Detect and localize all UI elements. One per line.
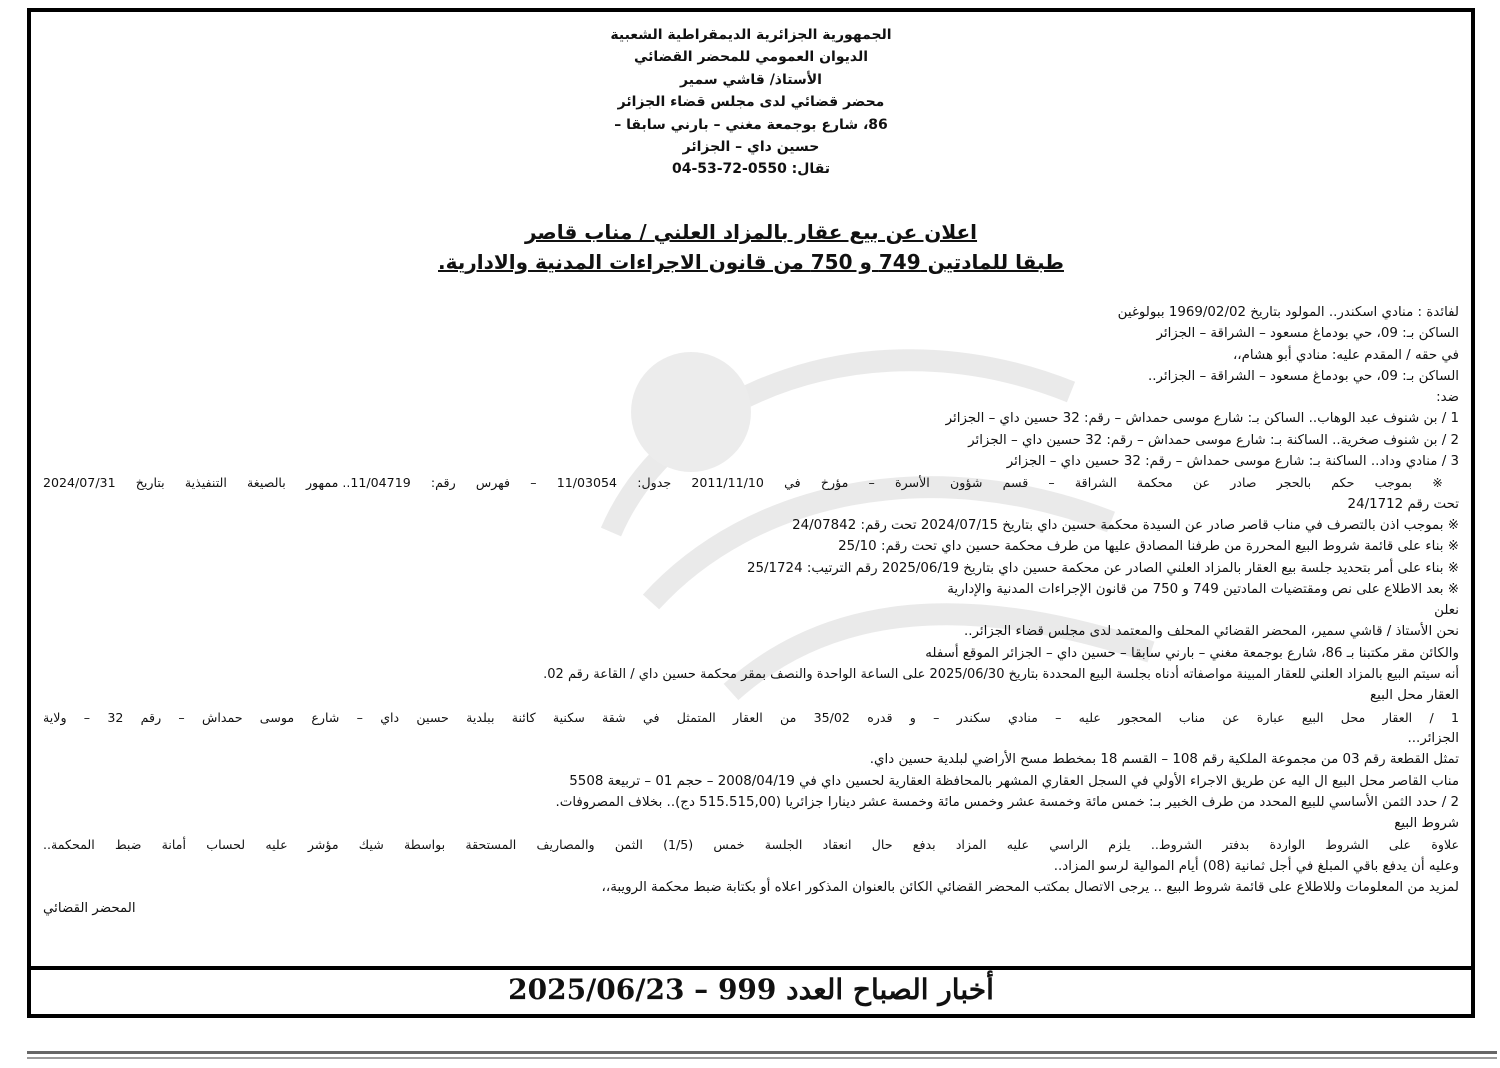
body-line: 1 / العقار محل البيع عبارة عن مناب المحجور عليه – منادي سكندر – و قدره 35/02 من العقار المتمثل في شقة سكنية كائنة ببلدية حسين داي – شارع موسى حمداش – رقم 32 – ولاية bbox=[43, 709, 1459, 725]
body-line: الساكن بـ: 09، حي بودماغ مسعود – الشراقة – الجزائر.. bbox=[1148, 368, 1459, 384]
body-line: علاوة على الشروط الواردة بدفتر الشروط.. يلزم الراسي عليه المزاد بدفع حال انعقاد الجلسة خمس (1/5) الثمن والمصاريف المستحقة بواسطة شيك مؤشر عليه لحساب أمانة ضبط المحكمة.. bbox=[43, 837, 1459, 853]
body-line: تمثل القطعة رقم 03 من مجموعة الملكية رقم 108 – القسم 18 بمخطط مسح الأراضي لبلدية حسين داي. bbox=[869, 752, 1459, 768]
body-line: نعلن bbox=[1434, 603, 1459, 619]
body-line: ※ بناء على أمر بتحديد جلسة بيع العقار بالمزاد العلني الصادر عن محكمة حسين داي بتاريخ 2025/06/19 رقم الترتيب: 25/1724 bbox=[746, 560, 1459, 576]
notice-title bbox=[31, 217, 1471, 277]
header-line: الأستاذ/ قاشي سمير bbox=[680, 71, 822, 88]
issuer-header bbox=[31, 24, 1471, 181]
body-line: وعليه أن يدفع باقي المبلغ في أجل ثمانية (08) أيام الموالية لرسو المزاد.. bbox=[1053, 858, 1459, 874]
header-line: محضر قضائي لدى مجلس قضاء الجزائر bbox=[617, 94, 885, 111]
notice-body-area bbox=[31, 12, 1471, 970]
body-line: مناب القاصر محل البيع ال اليه عن طريق الاجراء الأولي في السجل العقاري المشهر بالمحافظة العقارية لحسين داي في 2008/04/19 – حجم 01 – تربيعة 5508 bbox=[569, 773, 1459, 789]
body-line: ※ بعد الاطلاع على نص ومقتضيات المادتين 749 و 750 من قانون الإجراءات المدنية والإدارية bbox=[947, 581, 1459, 597]
body-line: الساكن بـ: 09، حي بودماغ مسعود – الشراقة – الجزائر bbox=[1156, 326, 1459, 342]
body-line: نحن الأستاذ / قاشي سمير، المحضر القضائي المحلف والمعتمد لدى مجلس قضاء الجزائر.. bbox=[964, 624, 1459, 640]
body-line: تحت رقم 24/1712 bbox=[1347, 496, 1459, 512]
header-line: الديوان العمومي للمحضر القضائي bbox=[633, 49, 869, 66]
bottom-rule bbox=[27, 1051, 1497, 1054]
header-line: تقال: 0550-72-53-04 bbox=[671, 161, 831, 178]
body-line: 1 / بن شنوف عبد الوهاب.. الساكن بـ: شارع موسى حمداش – رقم: 32 حسين داي – الجزائر bbox=[945, 411, 1459, 427]
title-line-1: اعلان عن بيع عقار بالمزاد العلني / مناب قاصر bbox=[524, 220, 978, 244]
body-line: 2 / بن شنوف صخرية.. الساكنة بـ: شارع موسى حمداش – رقم: 32 حسين داي – الجزائر bbox=[968, 432, 1459, 448]
body-line: أنه سيتم البيع بالمزاد العلني للعقار المبينة مواصفاته أدناه بجلسة البيع المحددة بتاريخ 2025/06/30 على الساعة الواحدة والنصف بمقر محكمة حسين داي / القاعة رقم 02. bbox=[543, 667, 1459, 683]
signature: المحضر القضائي bbox=[43, 901, 136, 917]
header-line: 86، شارع بوجمعة مغني – بارني سابقا – bbox=[614, 116, 888, 133]
body-line: العقار محل البيع bbox=[1369, 688, 1459, 704]
body-line: في حقه / المقدم عليه: منادي أبو هشام،، bbox=[1232, 347, 1459, 363]
title-line-2: طبقا للمادتين 749 و 750 من قانون الاجراءات المدنية والادارية. bbox=[438, 250, 1064, 274]
notice-text bbox=[43, 302, 1459, 920]
publication-footer: أخبار الصباح العدد 999 – 2025/06/23 bbox=[508, 973, 994, 1006]
body-line: ※ بموجب حكم بالحجر صادر عن محكمة الشراقة – قسم شؤون الأسرة – مؤرخ في 2011/11/10 جدول: 11/03054 – فهرس رقم: 11/04719.. ممهور بالصيغة التنفيذية بتاريخ 2024/07/31 bbox=[43, 475, 1459, 491]
header-line: الجمهورية الجزائرية الديمقراطية الشعبية bbox=[610, 27, 892, 43]
body-line: ※ بموجب اذن بالتصرف في مناب قاصر صادر عن السيدة محكمة حسين داي بتاريخ 2024/07/15 تحت رقم: 24/07842 bbox=[792, 517, 1459, 533]
body-line: لمزيد من المعلومات وللاطلاع على قائمة شروط البيع .. يرجى الاتصال بمكتب المحضر القضائي الكائن بالعنوان المذكور اعلاه أو بكتابة ضبط محكمة الرويبة،، bbox=[601, 880, 1459, 896]
body-line: والكائن مقر مكتبنا بـ 86، شارع بوجمعة مغني – بارني سابقا – حسين داي – الجزائر الموقع أسفله bbox=[925, 645, 1459, 661]
body-line: ضد: bbox=[1436, 390, 1459, 406]
body-line: 2 / حدد الثمن الأساسي للبيع المحدد من طرف الخبير بـ: خمس مائة وخمسة عشر وخمس مائة وخمسة عشر دينارا جزائريا (515.515,00 دج).. بخلاف المصروفات. bbox=[555, 794, 1459, 810]
body-line: لفائدة : منادي اسكندر.. المولود بتاريخ 1969/02/02 ببولوغين bbox=[1117, 305, 1459, 320]
body-line: ※ بناء على قائمة شروط البيع المحررة من طرفنا المصادق عليها من طرف محكمة حسين داي تحت رقم: 25/10 bbox=[838, 539, 1459, 555]
header-line: حسين داي – الجزائر bbox=[682, 139, 820, 156]
bottom-rule-thin bbox=[27, 1057, 1497, 1059]
notice-frame bbox=[27, 8, 1475, 1018]
body-line: الجزائر... bbox=[1407, 730, 1459, 746]
body-line: شروط البيع bbox=[1394, 816, 1459, 832]
body-line: 3 / منادي وداد.. الساكنة بـ: شارع موسى حمداش – رقم: 32 حسين داي – الجزائر bbox=[1006, 454, 1459, 470]
